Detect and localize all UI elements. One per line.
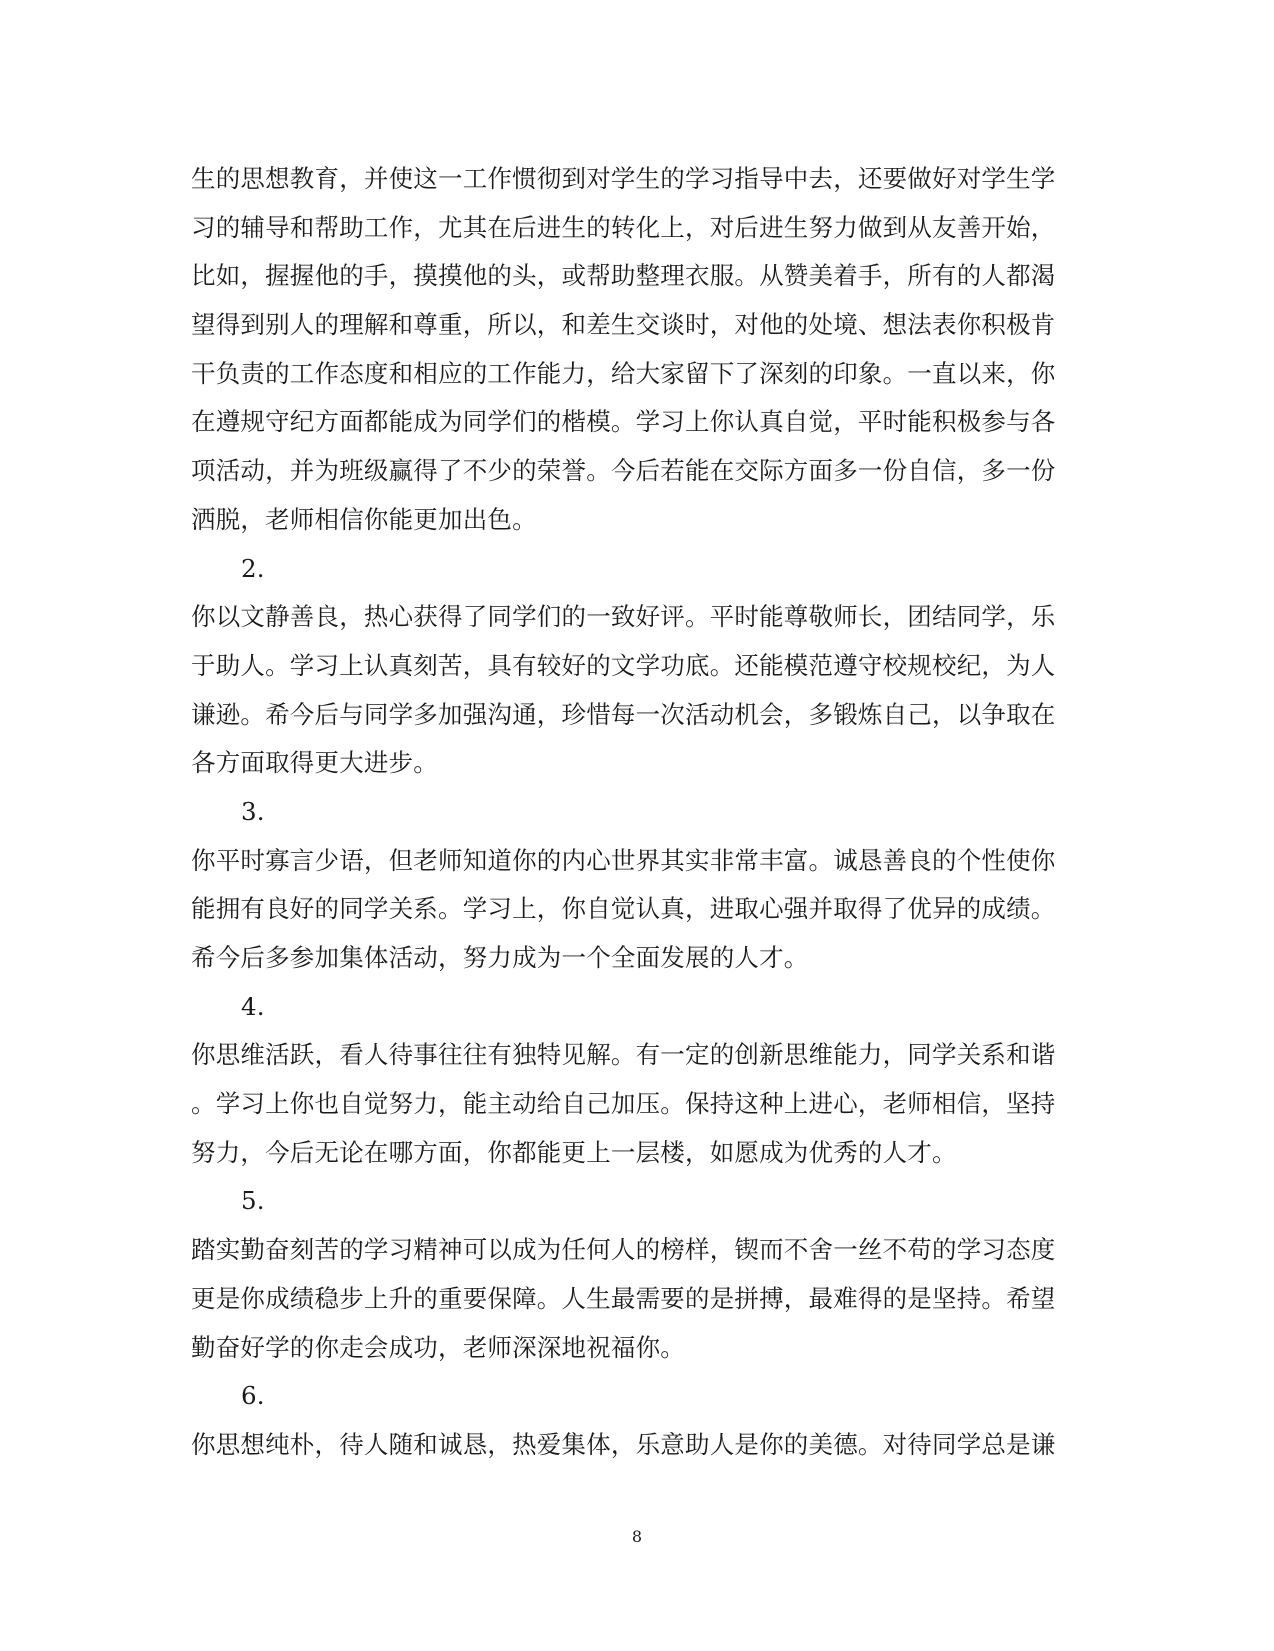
text-line: 更是你成绩稳步上升的重要保障。人生最需要的是拼搏，最难得的是坚持。希望: [191, 1283, 1056, 1313]
body-text: [191, 155, 1071, 1470]
item-number: 3.: [241, 796, 265, 826]
text-line: 勤奋好学的你走会成功，老师深深地祝福你。: [191, 1332, 685, 1362]
item-number: 2.: [241, 553, 265, 583]
text-line: 希今后多参加集体活动，努力成为一个全面发展的人才。: [191, 943, 809, 972]
text-line: 在遵规守纪方面都能成为同学们的楷模。学习上你认真自觉，平时能积极参与各: [191, 407, 1056, 437]
item-number: 5.: [241, 1186, 265, 1216]
text-line: 比如，握握他的手，摸摸他的头，或帮助整理衣服。从赞美着手，所有的人都渴: [191, 261, 1056, 291]
text-line: 各方面取得更大进步。: [191, 748, 438, 778]
item-number: 6.: [241, 1381, 265, 1411]
text-line: 你思想纯朴，待人随和诚恳，热爱集体，乐意助人是你的美德。对待同学总是谦: [191, 1429, 1056, 1459]
item-number: 4.: [241, 991, 265, 1021]
text-line: 。学习上你也自觉努力，能主动给自己加压。保持这种上进心，老师相信，坚持: [191, 1089, 1056, 1119]
text-line: 生的思想教育，并使这一工作惯彻到对学生的学习指导中去，还要做好对学生学: [191, 164, 1056, 193]
text-line: 踏实勤奋刻苦的学习精神可以成为任何人的榜样，锲而不舍一丝不苟的学习态度: [191, 1235, 1056, 1265]
text-line: 干负责的工作态度和相应的工作能力，给大家留下了深刻的印象。一直以来，你: [191, 358, 1056, 388]
text-line: 你平时寡言少语，但老师知道你的内心世界其实非常丰富。诚恳善良的个性使你: [191, 845, 1056, 875]
text-line: 于助人。学习上认真刻苦，具有较好的文学功底。还能模范遵守校规校纪，为人: [191, 650, 1056, 680]
text-line: 项活动，并为班级赢得了不少的荣誉。今后若能在交际方面多一份自信，多一份: [191, 456, 1056, 486]
text-line: 你以文静善良，热心获得了同学们的一致好评。平时能尊敬师长，团结同学，乐: [191, 602, 1056, 632]
text-line: 能拥有良好的同学关系。学习上，你自觉认真，进取心强并取得了优异的成绩。: [191, 894, 1056, 924]
page-number: 8: [631, 1527, 643, 1546]
text-line: 你思维活跃，看人待事往往有独特见解。有一定的创新思维能力，同学关系和谐: [191, 1040, 1056, 1070]
text-line: 谦逊。希今后与同学多加强沟通，珍惜每一次活动机会，多锻炼自己，以争取在: [191, 699, 1056, 729]
text-line: 望得到别人的理解和尊重，所以，和差生交谈时，对他的处境、想法表你积极肯: [191, 310, 1056, 340]
text-line: 习的辅导和帮助工作，尤其在后进生的转化上，对后进生努力做到从友善开始，: [191, 212, 1056, 242]
text-line: 努力，今后无论在哪方面，你都能更上一层楼，如愿成为优秀的人才。: [191, 1137, 957, 1167]
text-line: 洒脱，老师相信你能更加出色。: [191, 504, 537, 534]
